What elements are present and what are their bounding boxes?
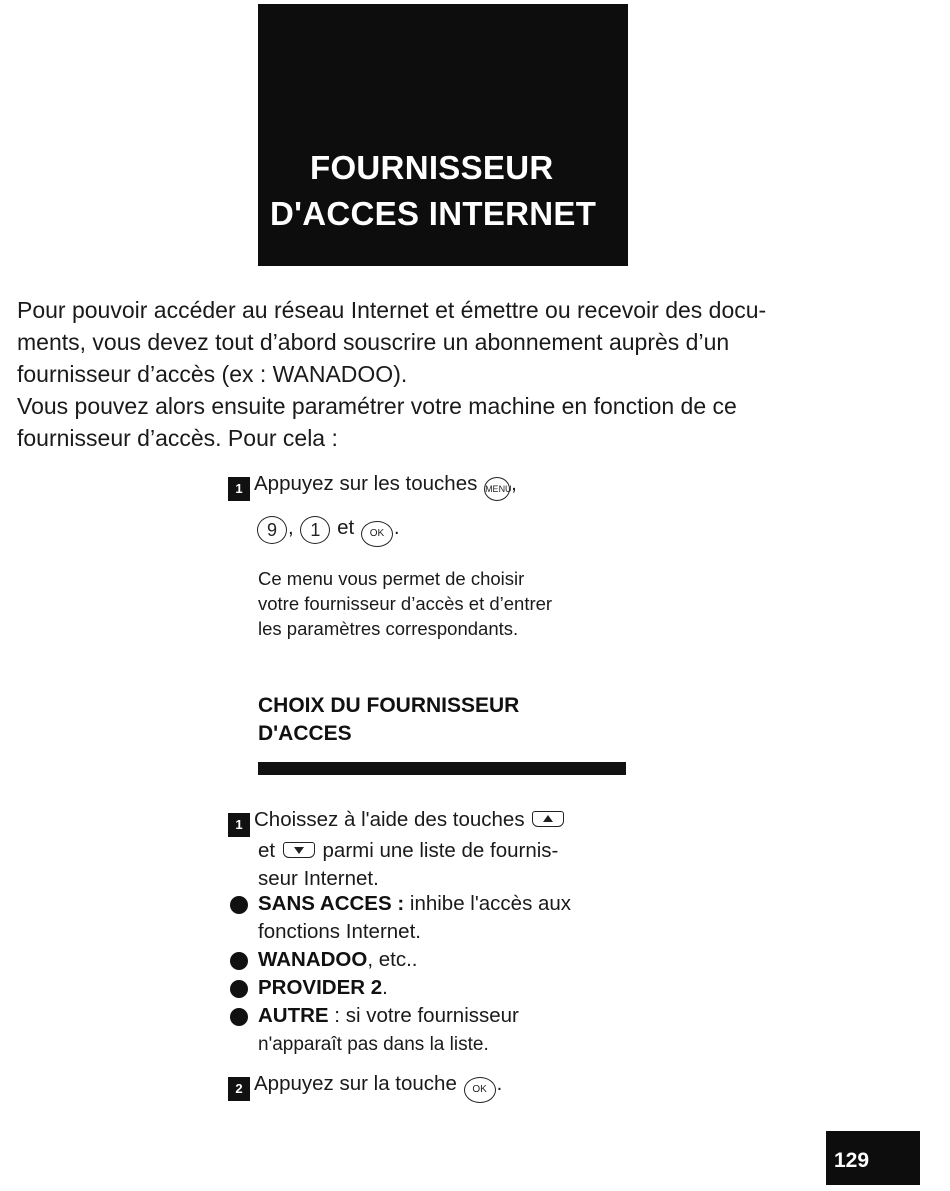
bullet-icon [230, 896, 248, 914]
bullet-icon [230, 1008, 248, 1026]
list-item: SANS ACCES : inhibe l'accès aux fonctions Internet. [228, 890, 668, 946]
menu-description: Ce menu vous permet de choisir votre fournisseur d’accès et d’entrer les paramètres correspondants. [258, 568, 553, 639]
choose-provider-instruction: 1 Choissez à l'aide des touches et parmi une liste de fournis- seur Internet. [228, 806, 668, 893]
intro-paragraph-1: Pour pouvoir accéder au réseau Internet et émettre ou recevoir des docu- ments, vous devez tout d’abord souscrire un abonnement auprès d’un fournisseur d’accès (ex : WANADOO). [17, 297, 767, 387]
intro-paragraph-2: Vous pouvez alors ensuite paramétrer votre machine en fonction de ce fournisseur d’accès. Pour cela : [17, 393, 737, 451]
step-number-badge: 2 [228, 1077, 250, 1101]
bullet-icon [230, 980, 248, 998]
list-item: PROVIDER 2. [228, 974, 668, 1002]
up-arrow-key-icon [532, 811, 564, 827]
key-9-icon: 9 [257, 516, 287, 544]
ok-key-icon: OK [464, 1077, 496, 1103]
step-1-instruction: 1 Appuyez sur les touches MENU, [228, 470, 517, 501]
step-number-badge: 1 [228, 813, 250, 837]
bullet-icon [230, 952, 248, 970]
step-number-badge: 1 [228, 477, 250, 501]
provider-options-list [228, 890, 668, 1059]
section-divider [258, 762, 626, 775]
chapter-title-line-1: FOURNISSEUR [310, 149, 554, 186]
ok-key-icon: OK [361, 521, 393, 547]
section-heading: CHOIX DU FOURNISSEUR D'ACCES [258, 694, 520, 745]
list-item: AUTRE : si votre fournisseur n'apparaît pas dans la liste. [228, 1002, 668, 1059]
down-arrow-key-icon [283, 842, 315, 858]
step-2-instruction: 2 Appuyez sur la touche OK . [228, 1070, 502, 1103]
page-number: 129 [826, 1131, 920, 1185]
step-1-keys: 9 , 1 et OK . [256, 514, 400, 547]
list-item: WANADOO, etc.. [228, 946, 668, 974]
key-1-icon: 1 [300, 516, 330, 544]
chapter-title-block [258, 4, 628, 266]
intro-text [17, 294, 867, 454]
menu-key-icon: MENU [484, 477, 510, 501]
chapter-title-line-2: D'ACCES INTERNET [270, 195, 597, 232]
